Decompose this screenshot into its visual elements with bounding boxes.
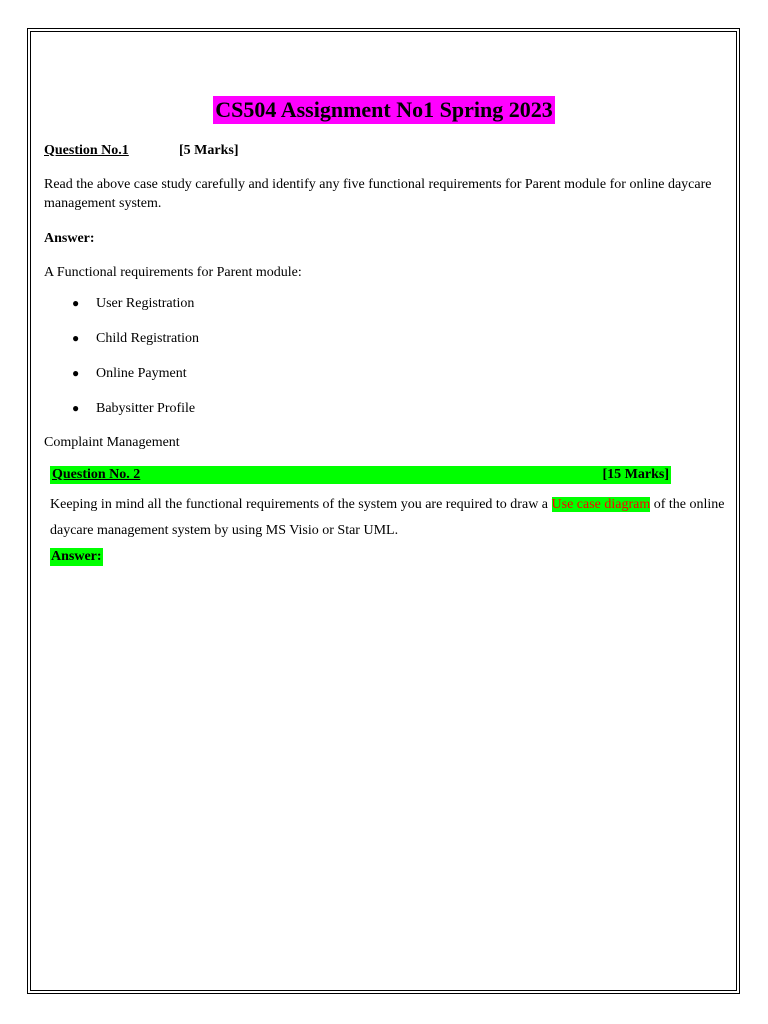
list-item-text: Child Registration: [96, 331, 200, 346]
list-item-text: User Registration: [96, 296, 195, 311]
question2-marks: [15 Marks]: [602, 467, 669, 482]
question1-marks: [5 Marks]: [179, 143, 239, 158]
bullet-icon: ●: [72, 366, 80, 380]
question2-prompt: [50, 492, 740, 544]
document-title: CS504 Assignment No1 Spring 2023: [215, 97, 553, 122]
list-item: [44, 364, 199, 399]
question2-prompt-after: of the online daycare management system by using MS Visio or Star UML.: [50, 497, 725, 538]
list-item-text: Online Payment: [96, 366, 187, 381]
bullet-icon: ●: [72, 296, 80, 310]
question1-label: Question No.1: [44, 143, 129, 158]
question1-answer-label: Answer:: [44, 231, 95, 246]
list-item: [44, 294, 199, 329]
list-item-text: Babysitter Profile: [96, 401, 196, 416]
list-item: [44, 399, 199, 434]
question1-heading: [44, 143, 239, 159]
bullet-icon: ●: [72, 331, 80, 345]
question2-answer-label: Answer:: [51, 549, 102, 564]
question1-intro: A Functional requirements for Parent module:: [44, 265, 302, 280]
bullet-icon: ●: [72, 401, 80, 415]
requirements-list: [44, 294, 199, 434]
question2-prompt-before: Keeping in mind all the functional requirements of the system you are required to draw a: [50, 497, 552, 512]
question1-prompt: Read the above case study carefully and identify any five functional requirements for Parent module for online daycare management system.: [44, 177, 712, 211]
question2-heading: [50, 466, 671, 484]
question2-label: Question No. 2: [52, 467, 141, 482]
question1-trailing-item: Complaint Management: [44, 435, 180, 450]
list-item: [44, 329, 199, 364]
question2-prompt-highlight: Use case diagram: [551, 497, 651, 512]
title-wrap: [0, 96, 768, 124]
